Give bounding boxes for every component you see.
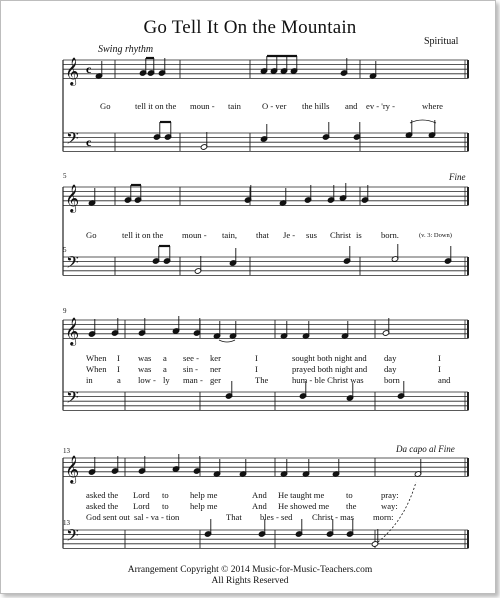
lyric: to — [162, 490, 169, 500]
lyric: I — [117, 353, 120, 363]
lyric: see - — [183, 353, 199, 363]
lyric: I — [117, 364, 120, 374]
lyric: day — [384, 364, 397, 374]
lyric: pray: — [381, 490, 399, 500]
lyric: tain, — [222, 230, 238, 240]
lyric: sus — [306, 230, 317, 240]
lyric: That — [226, 512, 242, 522]
measure-number: 13 — [63, 519, 70, 527]
lyric: and — [345, 101, 358, 111]
lyric: Christ — [330, 230, 352, 240]
lyric: a — [163, 364, 167, 374]
fine-marking: Fine — [449, 172, 466, 182]
rights-notice: All Rights Reserved — [211, 576, 289, 586]
tempo-marking: Swing rhythm — [98, 44, 154, 55]
lyric: I — [438, 353, 441, 363]
lyric: God sent out — [86, 512, 130, 522]
bass-clef: 𝄢 — [66, 525, 79, 549]
lyric: where — [422, 101, 443, 111]
lyric: sin - — [183, 364, 199, 374]
lyric: ger — [210, 375, 221, 385]
lyric: and — [438, 375, 451, 385]
lyric: The — [255, 375, 269, 385]
lyric: moun - — [190, 101, 215, 111]
lyric: way: — [381, 501, 398, 511]
lyric: asked the — [86, 501, 119, 511]
lyric: O - ver — [262, 101, 287, 111]
lyric: was — [138, 364, 152, 374]
lyric: hum - ble Christ was — [292, 375, 364, 385]
genre-label: Spiritual — [424, 36, 459, 47]
lyric: He showed me — [278, 501, 330, 511]
lyric: a — [163, 353, 167, 363]
measure-number: 5 — [63, 172, 67, 180]
lyric: born. — [381, 230, 399, 240]
measure-number: 9 — [63, 307, 67, 315]
lyric: Go — [100, 101, 111, 111]
treble-clef: 𝄞 — [65, 455, 80, 483]
common-time: c — [86, 62, 92, 76]
lyric: Lord — [133, 490, 150, 500]
lyric: tell it on the — [135, 101, 177, 111]
lyric: tain — [228, 101, 241, 111]
lyric: bles - sed — [260, 512, 293, 522]
lyric: low - — [138, 375, 156, 385]
lyric: that — [256, 230, 269, 240]
lyric: Je - — [283, 230, 296, 240]
lyric: When — [86, 353, 107, 363]
lyric: help me — [190, 501, 218, 511]
lyric: ker — [210, 353, 221, 363]
lyric: man - — [183, 375, 203, 385]
lyric: tell it on the — [122, 230, 164, 240]
lyric: to — [162, 501, 169, 511]
da-capo-marking: Da capo al Fine — [396, 444, 455, 454]
lyric: the hills — [302, 101, 330, 111]
lyric: ner — [210, 364, 221, 374]
treble-clef: 𝄞 — [65, 317, 80, 345]
lyric: morn: — [373, 512, 394, 522]
lyric: sought both night and — [292, 353, 367, 363]
lyric: ev - 'ry - — [366, 101, 395, 111]
tie — [410, 120, 436, 123]
lyric: was — [138, 353, 152, 363]
lyric: is — [356, 230, 362, 240]
song-title: Go Tell It On the Mountain — [143, 17, 357, 38]
bass-clef: 𝄢 — [66, 252, 79, 276]
lyric: And — [252, 501, 267, 511]
lyric: I — [438, 364, 441, 374]
measure-number: 13 — [63, 447, 70, 455]
common-time: c — [86, 135, 92, 149]
verse-credit: (v. 3: Down) — [419, 232, 452, 239]
lyric: ly — [163, 375, 170, 385]
lyric: prayed both night and — [292, 364, 368, 374]
lyric: in — [86, 375, 93, 385]
lyric: moun - — [182, 230, 207, 240]
lyric: day — [384, 353, 397, 363]
lyric: the — [346, 501, 357, 511]
lyric: Lord — [133, 501, 150, 511]
lyric: I — [255, 353, 258, 363]
slur — [219, 340, 235, 342]
lyric: Go — [86, 230, 97, 240]
lyric: I — [255, 364, 258, 374]
lyric: He taught me — [278, 490, 325, 500]
treble-clef: 𝄞 — [65, 184, 80, 212]
copyright-notice: Arrangement Copyright © 2014 Music-for-Music-Teachers.com — [127, 565, 373, 575]
measure-number: 5 — [63, 246, 67, 254]
bass-clef: 𝄢 — [66, 387, 79, 411]
bass-clef: 𝄢 — [66, 128, 79, 152]
lyric: born — [384, 375, 400, 385]
lyric: help me — [190, 490, 218, 500]
lyric: a — [117, 375, 121, 385]
lyric: to — [346, 490, 353, 500]
lyric: Christ - mas — [312, 512, 355, 522]
lyric: asked the — [86, 490, 119, 500]
lyric: sal - va - tion — [134, 512, 180, 522]
lyric: And — [252, 490, 267, 500]
lyric: When — [86, 364, 107, 374]
treble-clef: 𝄞 — [65, 57, 80, 85]
